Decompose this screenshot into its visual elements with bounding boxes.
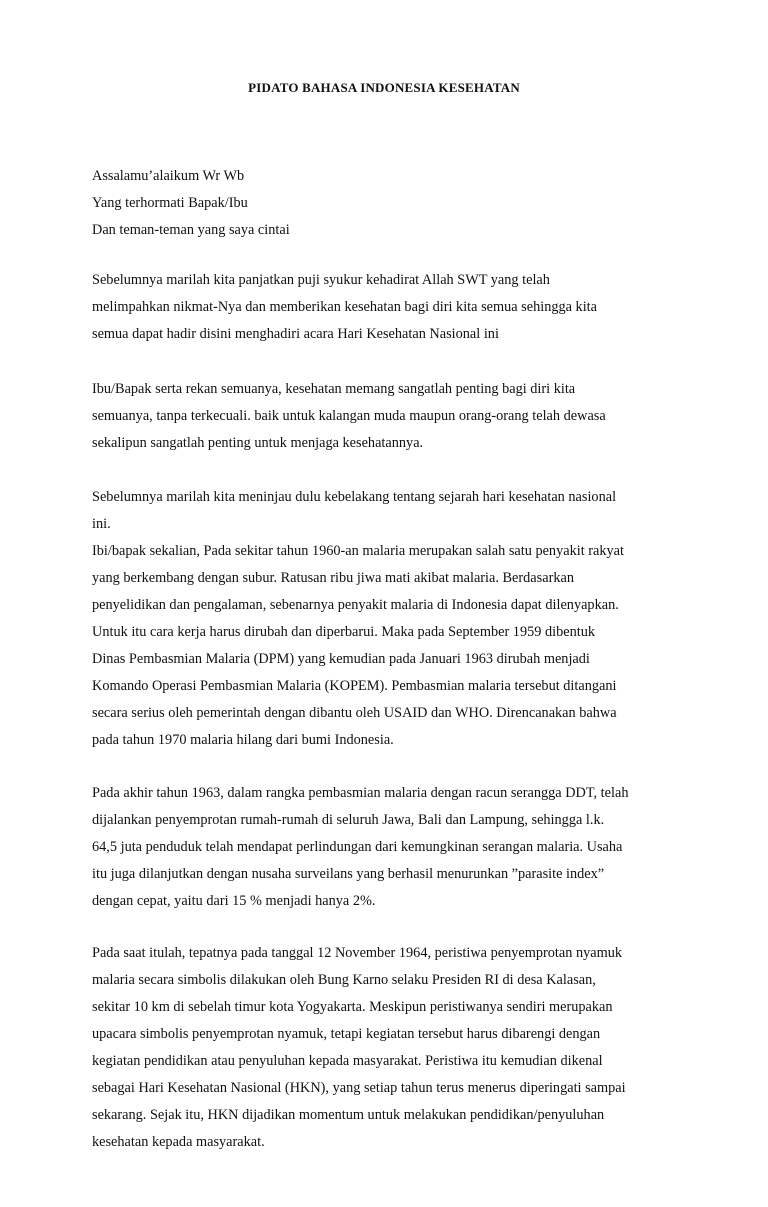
text-line: sekarang. Sejak itu, HKN dijadikan momentum untuk melakukan pendidikan/penyuluhan (92, 1107, 605, 1123)
text-line: Dan teman-teman yang saya cintai (92, 222, 290, 238)
text-line: itu juga dilanjutkan dengan nusaha surveilans yang berhasil menurunkan ”parasite index” (92, 866, 605, 882)
text-line: kesehatan kepada masyarakat. (92, 1134, 265, 1150)
document-title: PIDATO BAHASA INDONESIA KESEHATAN (248, 80, 520, 95)
text-line: sekalipun sangatlah penting untuk menjaga kesehatannya. (92, 435, 424, 451)
text-line: Pada saat itulah, tepatnya pada tanggal 12 November 1964, peristiwa penyemprotan nyamuk (92, 945, 623, 961)
text-line: penyelidikan dan pengalaman, sebenarnya penyakit malaria di Indonesia dapat dilenyapkan. (92, 597, 619, 613)
text-line: upacara simbolis penyemprotan nyamuk, tetapi kegiatan tersebut harus dibarengi dengan (92, 1026, 601, 1042)
text-line: semua dapat hadir disini menghadiri acara Hari Kesehatan Nasional ini (92, 326, 499, 342)
text-line: Ibi/bapak sekalian, Pada sekitar tahun 1960-an malaria merupakan salah satu penyakit rakyat (92, 543, 624, 559)
text-line: dengan cepat, yaitu dari 15 % menjadi hanya 2%. (92, 893, 376, 909)
text-line: Komando Operasi Pembasmian Malaria (KOPEM). Pembasmian malaria tersebut ditangani (92, 678, 617, 694)
text-line: semuanya, tanpa terkecuali. baik untuk kalangan muda maupun orang-orang telah dewasa (92, 408, 606, 424)
text-line: sekitar 10 km di sebelah timur kota Yogyakarta. Meskipun peristiwanya sendiri merupakan (92, 999, 613, 1015)
text-line: Untuk itu cara kerja harus dirubah dan diperbarui. Maka pada September 1959 dibentuk (92, 624, 596, 640)
text-line: kegiatan pendidikan atau penyuluhan kepada masyarakat. Peristiwa itu kemudian dikenal (92, 1053, 603, 1069)
text-line: Assalamu’alaikum Wr Wb (92, 168, 245, 184)
text-line: pada tahun 1970 malaria hilang dari bumi Indonesia. (92, 732, 394, 748)
text-line: Sebelumnya marilah kita panjatkan puji syukur kehadirat Allah SWT yang telah (92, 272, 550, 288)
text-line: Pada akhir tahun 1963, dalam rangka pembasmian malaria dengan racun serangga DDT, telah (92, 785, 629, 801)
text-line: Yang terhormati Bapak/Ibu (92, 195, 248, 211)
text-line: ini. (92, 516, 111, 532)
text-line: Dinas Pembasmian Malaria (DPM) yang kemudian pada Januari 1963 dirubah menjadi (92, 651, 590, 667)
text-line: Ibu/Bapak serta rekan semuanya, kesehatan memang sangatlah penting bagi diri kita (92, 381, 576, 397)
text-line: yang berkembang dengan subur. Ratusan ribu jiwa mati akibat malaria. Berdasarkan (92, 570, 574, 586)
text-line: dijalankan penyemprotan rumah-rumah di seluruh Jawa, Bali dan Lampung, sehingga l.k. (92, 812, 605, 828)
text-line: sebagai Hari Kesehatan Nasional (HKN), yang setiap tahun terus menerus diperingati sampai (92, 1080, 626, 1096)
text-line: secara serius oleh pemerintah dengan dibantu oleh USAID dan WHO. Direncanakan bahwa (92, 705, 617, 721)
text-line: melimpahkan nikmat-Nya dan memberikan kesehatan bagi diri kita semua sehingga kita (92, 299, 597, 315)
text-line: Sebelumnya marilah kita meninjau dulu kebelakang tentang sejarah hari kesehatan nasional (92, 489, 617, 505)
text-line: malaria secara simbolis dilakukan oleh Bung Karno selaku Presiden RI di desa Kalasan, (92, 972, 596, 988)
text-line: 64,5 juta penduduk telah mendapat perlindungan dari kemungkinan serangan malaria. Usaha (92, 839, 623, 855)
